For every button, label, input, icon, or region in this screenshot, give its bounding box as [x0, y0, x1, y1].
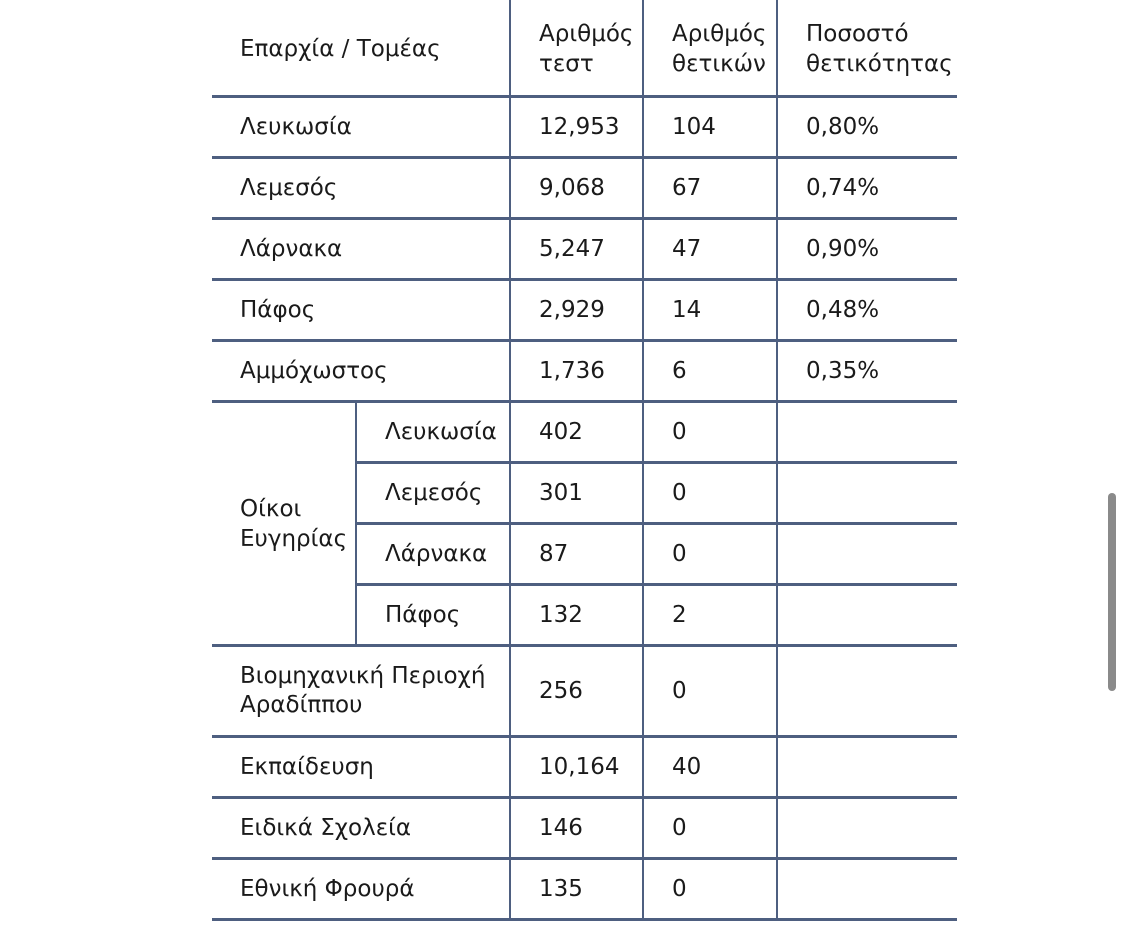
table-row — [212, 158, 957, 219]
row-positives: 2 — [643, 585, 777, 646]
row-positives: 0 — [643, 524, 777, 585]
row-tests: 402 — [510, 402, 643, 463]
row-subregion: Πάφος — [356, 585, 510, 646]
row-tests: 132 — [510, 585, 643, 646]
row-region: Πάφος — [212, 280, 510, 341]
row-region: Εθνική Φρουρά — [212, 859, 510, 920]
row-positives: 6 — [643, 341, 777, 402]
table-header-row — [212, 0, 957, 97]
row-rate — [777, 402, 957, 463]
row-tests: 12,953 — [510, 97, 643, 158]
results-table-container — [212, 0, 957, 921]
row-positives: 40 — [643, 737, 777, 798]
row-tests: 10,164 — [510, 737, 643, 798]
table-row — [212, 219, 957, 280]
row-positives: 0 — [643, 646, 777, 737]
table-row — [212, 97, 957, 158]
header-rate: Ποσοστό θετικότητας — [777, 0, 957, 97]
row-rate — [777, 524, 957, 585]
row-tests: 135 — [510, 859, 643, 920]
table-row — [212, 859, 957, 920]
table-row — [212, 341, 957, 402]
row-positives: 0 — [643, 402, 777, 463]
row-tests: 256 — [510, 646, 643, 737]
row-region: Λεμεσός — [212, 158, 510, 219]
row-rate: 0,74% — [777, 158, 957, 219]
row-rate: 0,35% — [777, 341, 957, 402]
row-tests: 9,068 — [510, 158, 643, 219]
row-tests: 146 — [510, 798, 643, 859]
row-tests: 1,736 — [510, 341, 643, 402]
row-rate — [777, 798, 957, 859]
row-region: Αμμόχωστος — [212, 341, 510, 402]
row-region: Λευκωσία — [212, 97, 510, 158]
header-positives: Αριθμός θετικών — [643, 0, 777, 97]
table-row — [212, 280, 957, 341]
row-positives: 67 — [643, 158, 777, 219]
row-rate — [777, 859, 957, 920]
row-positives: 0 — [643, 463, 777, 524]
row-positives: 0 — [643, 798, 777, 859]
row-region: Βιομηχανική Περιοχή Αραδίππου — [212, 646, 510, 737]
row-subregion: Λευκωσία — [356, 402, 510, 463]
row-rate — [777, 646, 957, 737]
row-rate — [777, 463, 957, 524]
row-rate — [777, 737, 957, 798]
row-rate — [777, 585, 957, 646]
row-region: Ειδικά Σχολεία — [212, 798, 510, 859]
table-row — [212, 737, 957, 798]
row-rate: 0,80% — [777, 97, 957, 158]
row-tests: 301 — [510, 463, 643, 524]
row-tests: 87 — [510, 524, 643, 585]
results-table — [212, 0, 957, 921]
row-tests: 2,929 — [510, 280, 643, 341]
row-region: Λάρνακα — [212, 219, 510, 280]
row-subregion: Λάρνακα — [356, 524, 510, 585]
header-region: Επαρχία / Τομέας — [212, 0, 510, 97]
vertical-scrollbar[interactable] — [1108, 493, 1116, 691]
header-tests: Αριθμός τεστ — [510, 0, 643, 97]
row-positives: 14 — [643, 280, 777, 341]
row-positives: 104 — [643, 97, 777, 158]
row-subregion: Λεμεσός — [356, 463, 510, 524]
table-row — [212, 646, 957, 737]
care-homes-label: Οίκοι Ευγηρίας — [212, 402, 356, 646]
row-rate: 0,90% — [777, 219, 957, 280]
row-region: Εκπαίδευση — [212, 737, 510, 798]
table-row — [212, 798, 957, 859]
row-rate: 0,48% — [777, 280, 957, 341]
row-tests: 5,247 — [510, 219, 643, 280]
row-positives: 47 — [643, 219, 777, 280]
row-positives: 0 — [643, 859, 777, 920]
table-row — [212, 402, 957, 463]
